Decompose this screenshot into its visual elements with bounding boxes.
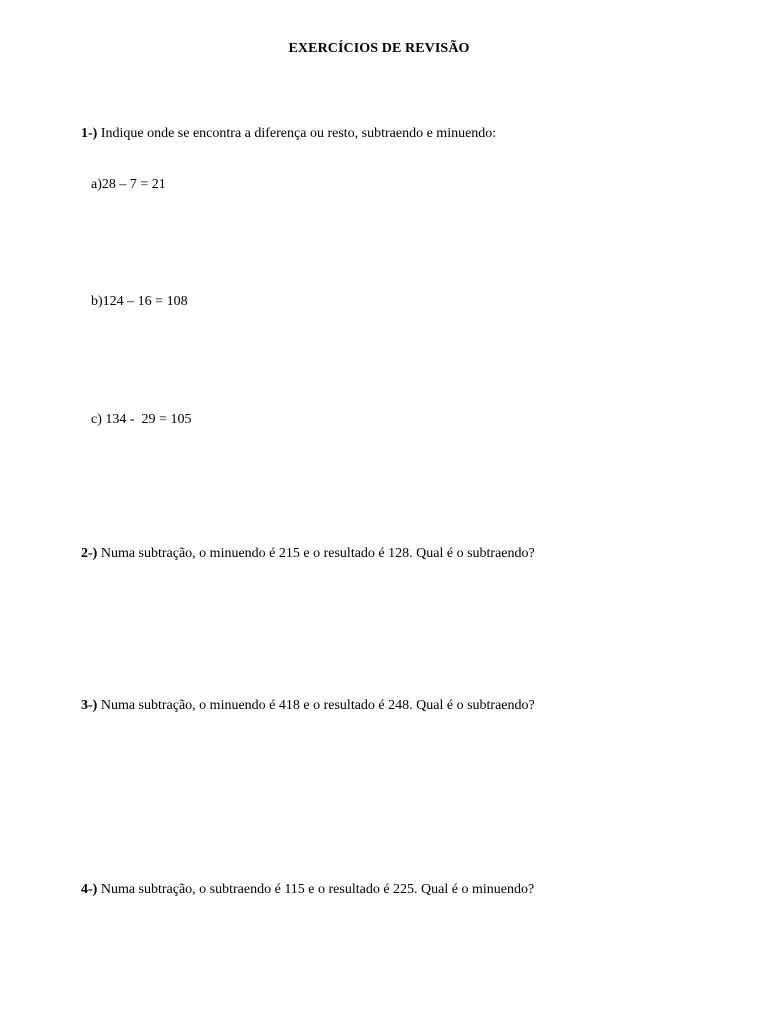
- question-4-number: 4-): [81, 882, 98, 897]
- question-3-number: 3-): [81, 698, 98, 713]
- item-a-expression: 28 – 7 = 21: [101, 177, 166, 192]
- question-3: [67, 682, 535, 730]
- question-2: [67, 530, 535, 578]
- question-1-text: Indique onde se encontra a diferença ou resto, subtraendo e minuendo:: [97, 126, 497, 141]
- page-title: EXERCÍCIOS DE REVISÃO: [288, 41, 470, 56]
- question-1: [67, 110, 496, 158]
- question-2-text: Numa subtração, o minuendo é 215 e o resultado é 128. Qual é o subtraendo?: [97, 546, 535, 561]
- question-1-item-b: [77, 278, 188, 326]
- question-1-item-a: [77, 161, 166, 209]
- item-a-label: a): [91, 177, 102, 192]
- question-2-number: 2-): [81, 546, 98, 561]
- question-1-number: 1-): [81, 126, 98, 141]
- item-b-expression: 124 – 16 = 108: [102, 294, 188, 309]
- question-4: [67, 866, 534, 914]
- question-3-text: Numa subtração, o minuendo é 418 e o resultado é 248. Qual é o subtraendo?: [97, 698, 535, 713]
- item-c-expression: 134 - 29 = 105: [101, 412, 192, 427]
- item-c-label: c): [91, 412, 102, 427]
- question-1-item-c: [77, 396, 191, 444]
- question-4-text: Numa subtração, o subtraendo é 115 e o resultado é 225. Qual é o minuendo?: [97, 882, 535, 897]
- item-b-label: b): [91, 294, 103, 309]
